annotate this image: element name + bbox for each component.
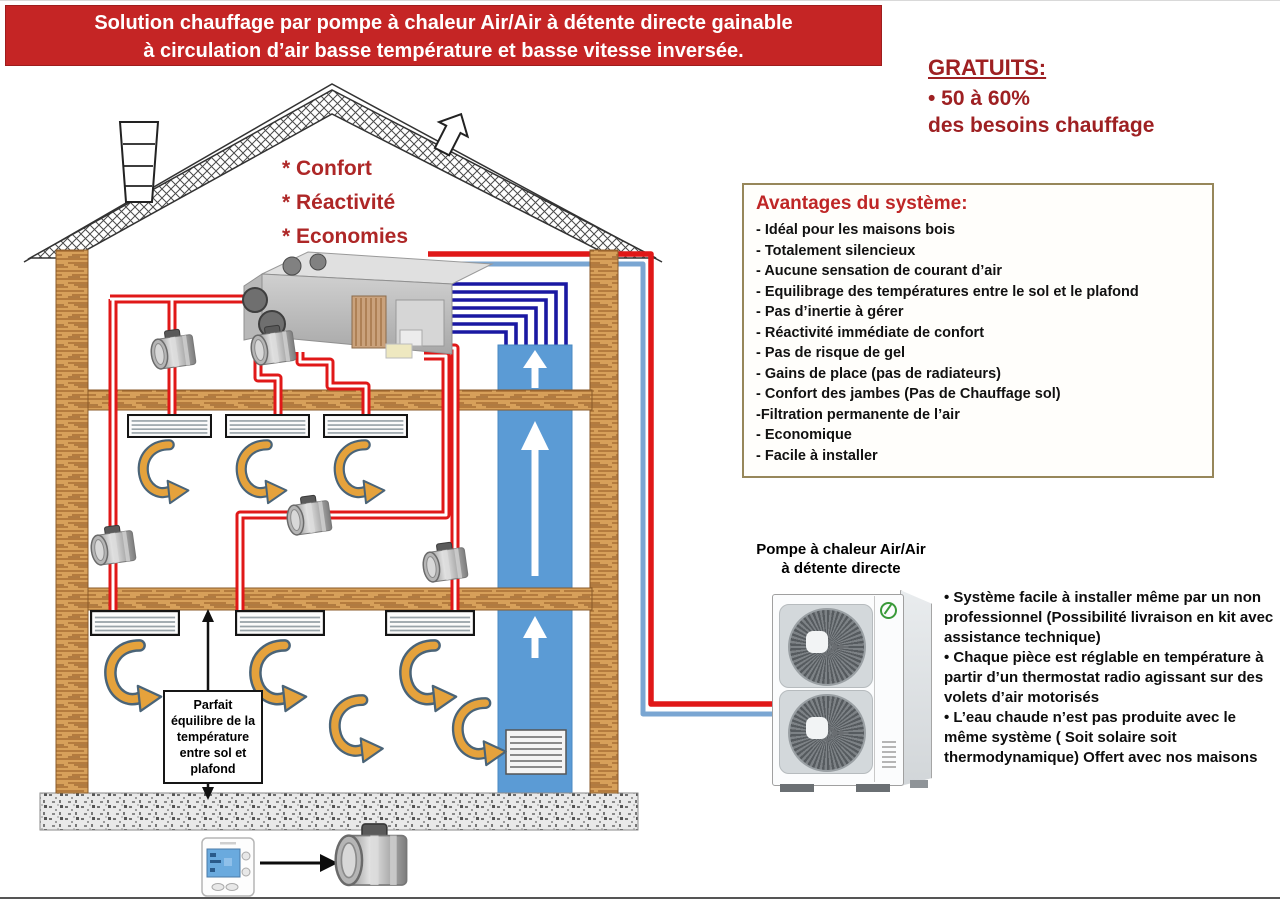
benefit-item: - Pas de risque de gel [756,345,906,361]
benefit-item: - Totalement silencieux [756,242,916,259]
gratuits-line-1: • 50 à 60% [928,87,1030,110]
benefit-item: - Pas d’inertie à gérer [756,304,904,320]
fan-hub [806,631,828,653]
wood-post-right [590,250,618,793]
note-item: • Chaque pièce est réglable en température à partir d’un thermostat radio agissant sur des volets d’air motorisés [944,649,1264,706]
benefits-box [742,183,1214,478]
highlight-item: * Réactivité [282,191,396,214]
top-border [0,0,1280,1]
motorized-damper-icon [336,824,407,885]
unit-foot [856,784,890,792]
return-grille [506,730,566,774]
benefit-item: - Gains de place (pas de radiateurs) [756,365,1001,382]
floor-beam-middle [88,588,592,610]
unit-foot [910,780,928,788]
benefit-item: - Confort des jambes (Pas de Chauffage sol) [756,386,1061,402]
gratuits-block [928,55,1154,139]
notes-block [944,588,1276,768]
highlight-item: * Confort [282,157,372,180]
benefits-title: Avantages du système: [756,193,968,214]
title-banner [5,5,882,66]
equilibrium-box [163,690,263,784]
highlight-item: * Economies [282,225,409,248]
supply-duct-bundle [452,284,566,346]
benefit-item: - Economique [756,427,852,443]
fan-frame [779,690,873,774]
highlights-list [282,152,408,254]
heat-pump-side-panel [900,590,932,786]
title-line-2: à circulation d’air basse température et basse vitesse inversée. [143,40,744,62]
heat-pump-label-line-1: Pompe à chaleur Air/Air [756,541,926,558]
benefit-item: - Facile à installer [756,447,878,464]
benefit-item: - Equilibrage des températures entre le sol et le plafond [756,283,1139,300]
brand-logo-icon [880,602,897,619]
heat-pump-unit [772,588,934,790]
wood-post-left [56,250,88,793]
floor-beam-upper [88,390,592,410]
fan-frame [779,604,873,688]
chimney-icon [120,122,158,202]
title-line-1: Solution chauffage par pompe à chaleur Air/Air à détente directe gainable [94,12,793,34]
heat-pump-label-line-2: à détente directe [781,560,901,577]
unit-foot [780,784,814,792]
control-arrow-icon [260,854,338,872]
benefit-item: - Aucune sensation de courant d’air [756,263,1003,279]
benefit-item: -Filtration permanente de l’air [756,406,960,423]
gratuits-line-2: des besoins chauffage [928,114,1155,137]
panel-seam [874,596,875,782]
benefit-item: - Idéal pour les maisons bois [756,222,956,238]
concrete-slab [40,793,638,830]
note-item: • L’eau chaude n’est pas produite avec le même système ( Soit solaire soit thermodynamique) Offert avec nos maisons [944,709,1258,766]
thermostat-icon [202,838,254,896]
side-vents [882,738,896,770]
gratuits-title: GRATUITS: [928,55,1047,80]
note-item: • Système facile à installer même par un non professionnel (Possibilité livraison en kit avec assistance technique) [944,589,1274,646]
vertical-air-duct [498,345,572,793]
benefit-item: - Réactivité immédiate de confort [756,324,985,341]
equilibrium-text: Parfait équilibre de la température entre sol et plafond [170,698,256,776]
heat-pump-label [752,540,930,578]
fan-hub [806,717,828,739]
